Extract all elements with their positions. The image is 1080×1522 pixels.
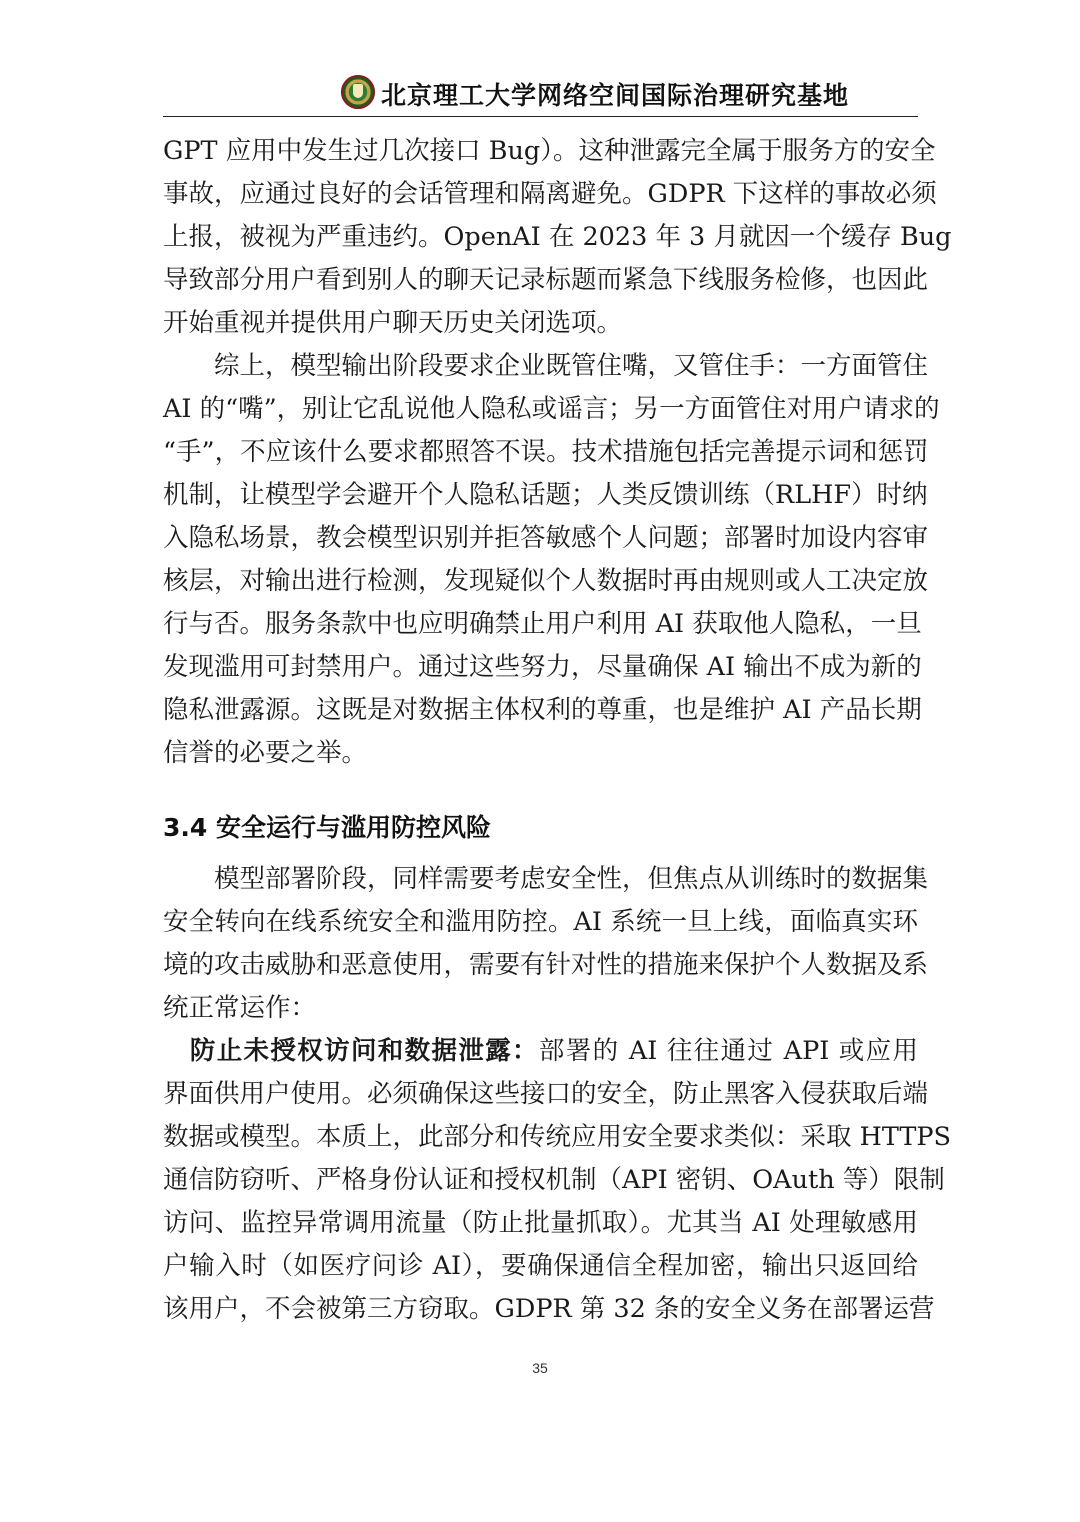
lead-line-rest: 部署的 AI 往往通过 API 或应用: [538, 1036, 918, 1066]
text-line: 事故，应通过良好的会话管理和隔离避免。GDPR 下这样的事故必须: [163, 179, 937, 209]
text-line: 安全转向在线系统安全和滥用防控。AI 系统一旦上线，面临真实环: [163, 907, 918, 937]
text-line: 导致部分用户看到别人的聊天记录标题而紧急下线服务检修，也因此: [163, 265, 929, 295]
body-text-bottom: [163, 858, 951, 1331]
text-line: 数据或模型。本质上，此部分和传统应用安全要求类似：采取 HTTPS: [163, 1122, 951, 1152]
text-line: 信誉的必要之举。: [163, 738, 368, 768]
text-line: 行与否。服务条款中也应明确禁止用户利用 AI 获取他人隐私，一旦: [163, 609, 922, 639]
text-line: 访问、监控异常调用流量（防止批量抓取）。尤其当 AI 处理敏感用: [163, 1208, 918, 1238]
text-line: 隐私泄露源。这既是对数据主体权利的尊重，也是维护 AI 产品长期: [163, 695, 922, 725]
header-title: 北京理工大学网络空间国际治理研究基地: [381, 81, 850, 110]
text-line: 该用户，不会被第三方窃取。GDPR 第 32 条的安全义务在部署运营: [163, 1294, 935, 1324]
body-text-top: [163, 130, 952, 775]
text-line: 机制，让模型学会避开个人隐私话题；人类反馈训练（RLHF）时纳: [163, 480, 928, 510]
text-line: 统正常运作：: [163, 993, 317, 1023]
text-line: 入隐私场景，教会模型识别并拒答敏感个人问题；部署时加设内容审: [163, 523, 929, 553]
section-heading: 3.4 安全运行与滥用防控风险: [163, 813, 491, 842]
text-line: 界面供用户使用。必须确保这些接口的安全，防止黑客入侵获取后端: [163, 1079, 929, 1109]
text-line: 核层，对输出进行检测，发现疑似个人数据时再由规则或人工决定放: [163, 566, 929, 596]
text-line: 通信防窃听、严格身份认证和授权机制（API 密钥、OAuth 等）限制: [163, 1165, 945, 1195]
text-line: 开始重视并提供用户聊天历史关闭选项。: [163, 308, 623, 338]
text-line: 发现滥用可封禁用户。通过这些努力，尽量确保 AI 输出不成为新的: [163, 652, 922, 682]
page-header: [163, 70, 918, 117]
text-line: AI 的“嘴”，别让它乱说他人隐私或谣言；另一方面管住对用户请求的: [163, 394, 940, 424]
text-line: 模型部署阶段，同样需要考虑安全性，但焦点从训练时的数据集: [163, 864, 929, 894]
text-line: GPT 应用中发生过几次接口 Bug）。这种泄露完全属于服务方的安全: [163, 136, 936, 166]
text-line: 上报，被视为严重违约。OpenAI 在 2023 年 3 月就因一个缓存 Bug: [163, 222, 952, 252]
text-line: 综上，模型输出阶段要求企业既管住嘴，又管住手：一方面管住: [163, 351, 929, 381]
bold-lead-term: 防止未授权访问和数据泄露：: [163, 1036, 539, 1066]
text-line: 户输入时（如医疗问诊 AI），要确保通信全程加密，输出只返回给: [163, 1251, 918, 1281]
text-line: “手”，不应该什么要求都照答不误。技术措施包括完善提示词和惩罚: [163, 437, 929, 467]
university-seal-icon: [341, 75, 375, 109]
text-line-with-bold-lead: [163, 1030, 918, 1073]
text-line: 境的攻击威胁和恶意使用，需要有针对性的措施来保护个人数据及系: [163, 950, 929, 980]
page-number: 35: [532, 1360, 548, 1376]
